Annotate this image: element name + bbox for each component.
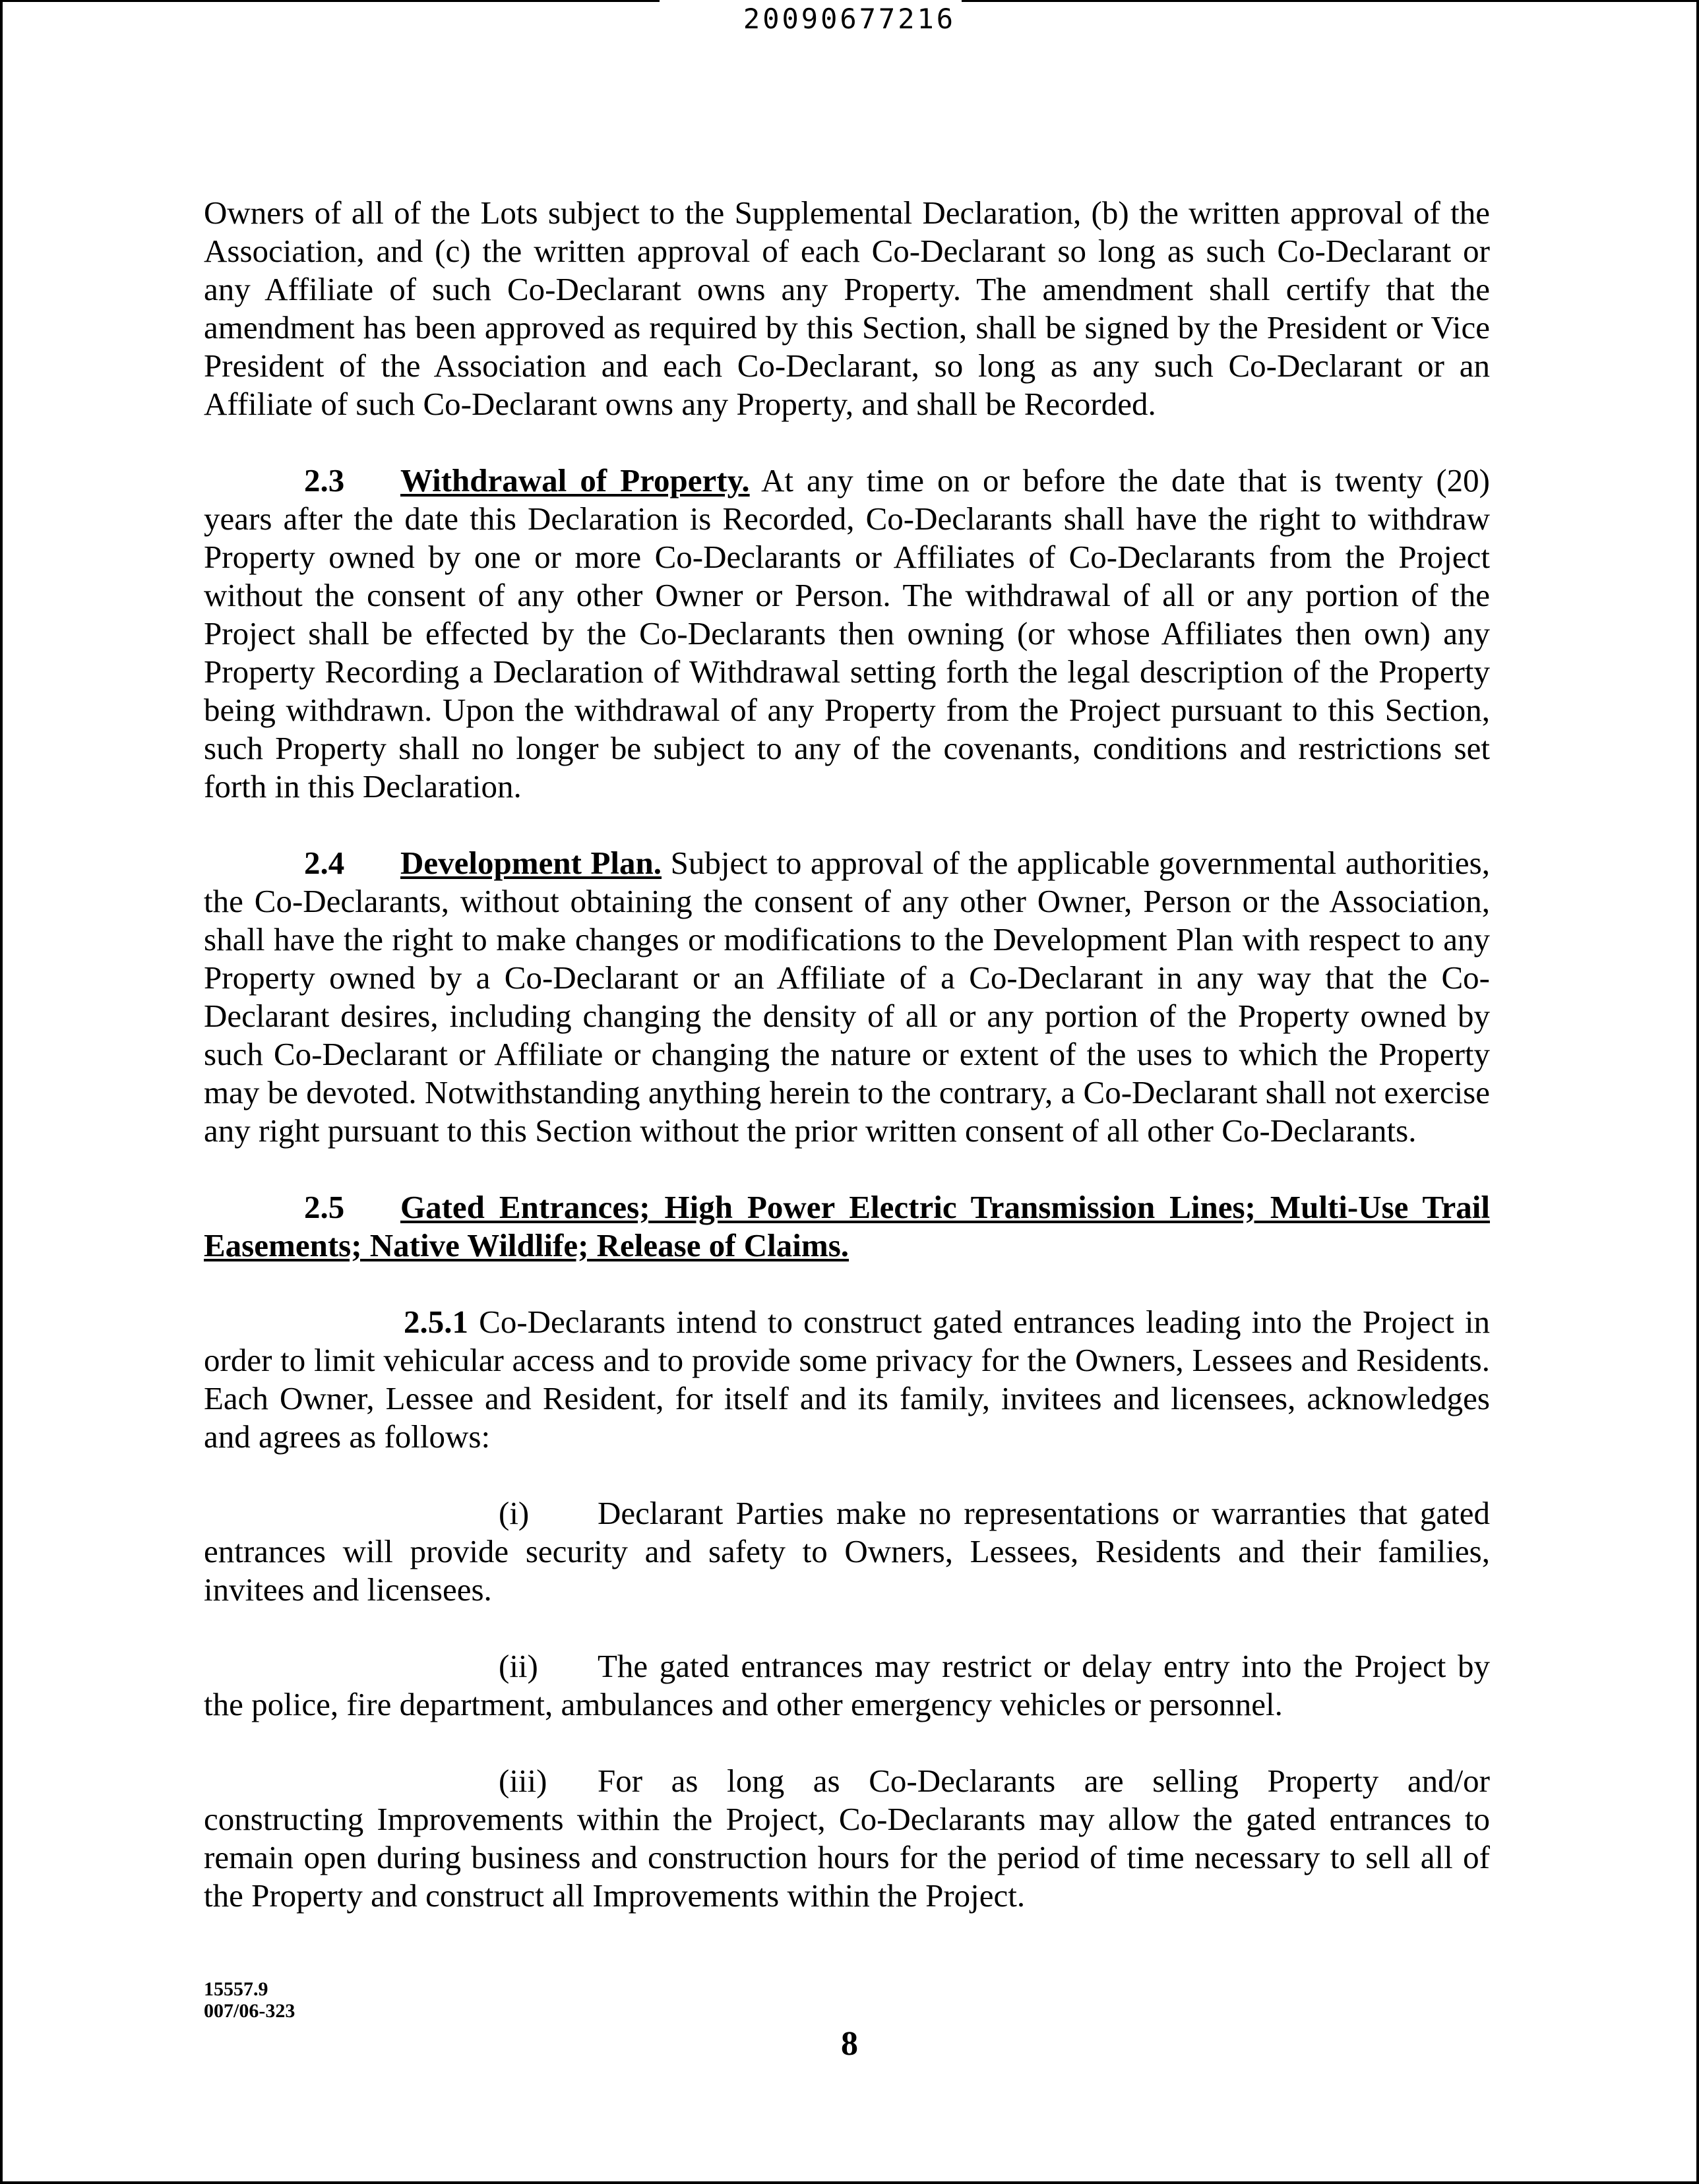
footer-code-line-2: 007/06-323 (204, 2000, 295, 2022)
item-number: (i) (499, 1495, 530, 1531)
footer-code-line-1: 15557.9 (204, 1978, 268, 2000)
footer-document-code (204, 1978, 295, 2022)
scan-border-top-right (962, 0, 1699, 2)
section-heading: Withdrawal of Property. (400, 462, 750, 499)
item-text: For as long as Co-Declarants are selling Property and/or constructing Improvements within the Project, Co-Declarants may allow the gated entrances to remain open during business and construction hours for the period of time necessary to sell all of the Property and construct all Improvements within the Project. (204, 1763, 1490, 1914)
subsection-text: Co-Declarants intend to construct gated entrances leading into the Project in order to limit vehicular access and to provide some privacy for the Owners, Lessees and Residents. Each Owner, Lessee and Resident, for itself and its family, invitees and licensees, acknowledges and agrees as follows: (204, 1304, 1490, 1455)
item-text: The gated entrances may restrict or delay entry into the Project by the police, fire department, ambulances and other emergency vehicles or personnel. (204, 1648, 1490, 1722)
list-item-iii (204, 1762, 1490, 1915)
section-heading: Gated Entrances; High Power Electric Transmission Lines; Multi-Use Trail Easements; Native Wildlife; Release of Claims. (204, 1189, 1490, 1263)
list-item-i (204, 1494, 1490, 1609)
section-heading: Development Plan. (400, 845, 662, 881)
section-number: 2.5 (304, 1189, 345, 1225)
item-number: (iii) (499, 1763, 547, 1799)
scan-border-left (0, 0, 3, 2184)
section-2-4 (204, 844, 1490, 1150)
section-text: At any time on or before the date that is twenty (20) years after the date this Declaration is Recorded, Co-Declarants shall have the right to withdraw Property owned by one or more Co-Declarants or Affiliates of Co-Declarants from the Project without the consent of any other Owner or Person. The withdrawal of all or any portion of the Project shall be effected by the Co-Declarants then owning (or whose Affiliates then own) any Property Recording a Declaration of Withdrawal setting forth the legal description of the Property being withdrawn. Upon the withdrawal of any Property from the Project pursuant to this Section, such Property shall no longer be subject to any of the covenants, conditions and restrictions set forth in this Declaration. (204, 462, 1490, 804)
section-2-3 (204, 462, 1490, 806)
section-text: Subject to approval of the applicable governmental authorities, the Co-Declarants, without obtaining the consent of any other Owner, Person or the Association, shall have the right to make changes or modifications to the Development Plan with respect to any Property owned by a Co-Declarant or an Affiliate of a Co-Declarant in any way that the Co-Declarant desires, including changing the density of all or any portion of the Property owned by such Co-Declarant or Affiliate or changing the nature or extent of the uses to which the Property may be devoted. Notwithstanding anything herein to the contrary, a Co-Declarant shall not exercise any right pursuant to this Section without the prior written consent of all other Co-Declarants. (204, 845, 1490, 1149)
page-number: 8 (841, 2025, 858, 2063)
paragraph-continuation: Owners of all of the Lots subject to the Supplemental Declaration, (b) the written approval of the Association, and (c) the written approval of each Co-Declarant so long as such Co-Declarant or any Affiliate of such Co-Declarant owns any Property. The amendment shall certify that the amendment has been approved as required by this Section, shall be signed by the President or Vice President of the Association and each Co-Declarant, so long as any such Co-Declarant or an Affiliate of such Co-Declarant owns any Property, and shall be Recorded. (204, 195, 1490, 422)
item-number: (ii) (499, 1648, 538, 1684)
section-number: 2.4 (304, 845, 345, 881)
section-2-5 (204, 1188, 1490, 1265)
scan-border-top-left (0, 0, 660, 2)
list-item-ii (204, 1647, 1490, 1724)
document-body (204, 194, 1490, 1953)
document-number: 20090677216 (743, 3, 956, 35)
section-number: 2.3 (304, 462, 345, 499)
subsection-number: 2.5.1 (404, 1304, 468, 1340)
scan-border-right (1696, 0, 1699, 2184)
item-text: Declarant Parties make no representations or warranties that gated entrances will provide security and safety to Owners, Lessees, Residents and their families, invitees and licensees. (204, 1495, 1490, 1608)
scan-border-bottom (0, 2181, 1699, 2184)
section-2-5-1 (204, 1303, 1490, 1456)
